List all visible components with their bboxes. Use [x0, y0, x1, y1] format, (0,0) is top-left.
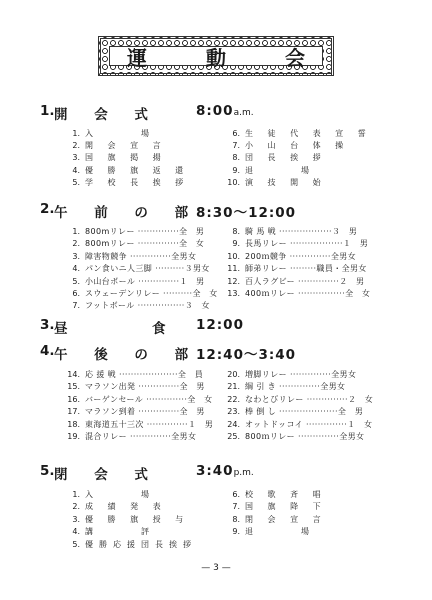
item-number: 3. [72, 251, 80, 261]
item-text: 混合リレー ··············全男女 [85, 432, 197, 441]
program-item [64, 526, 155, 538]
item-text: オットドッコイ ··············１ 女 [245, 419, 373, 429]
program-item [224, 489, 327, 501]
section-time: 12:40〜3:40 [196, 347, 297, 363]
section-label: 午 前 の 部 [54, 205, 200, 221]
item-text: バーゲンセール ··············全 女 [85, 394, 213, 404]
program-item [224, 406, 363, 418]
item-number: 7. [72, 301, 80, 311]
program-item [224, 251, 356, 263]
title-inner [109, 45, 331, 70]
item-number: 8. [232, 227, 240, 236]
item-text: 優 勝 旗 返 還 [85, 165, 190, 175]
item-number: 1. [72, 227, 80, 236]
program-item [64, 394, 213, 406]
item-text: 開 会 宣 言 [85, 141, 167, 151]
program-item [64, 489, 155, 501]
item-text: 校 歌 斉 唱 [245, 490, 327, 499]
item-number: 4. [72, 165, 80, 175]
section-time: 8:30〜12:00 [196, 205, 297, 221]
program-item [224, 501, 327, 513]
program-item [224, 226, 357, 238]
item-number: 2. [72, 239, 80, 249]
item-text: 400ｍリレー ················全 女 [245, 289, 371, 298]
item-number: 1. [72, 129, 80, 138]
section-label: 午 後 の 部 [54, 347, 200, 363]
item-text: 優 勝 旗 授 与 [85, 514, 190, 524]
program-item [224, 419, 372, 431]
item-text: 師弟リレー ·········職員・全男女 [245, 264, 367, 274]
item-text: パン食いニ人三脚 ··········３男女 [85, 264, 210, 274]
item-number: 9. [232, 239, 240, 249]
program-item [224, 128, 372, 140]
item-text: 800mリレー ··············全 女 [85, 239, 205, 249]
program-item [64, 238, 204, 250]
item-number: 20. [227, 370, 240, 379]
item-number: 10. [227, 251, 240, 261]
item-number: 16. [67, 394, 80, 404]
section-number: 4. [40, 343, 55, 359]
program-item [224, 165, 315, 177]
item-text: 増脚リレー ··············全男女 [245, 370, 357, 379]
item-text: 800ｍリレー ··············全男女 [245, 432, 365, 441]
section-number: 5. [40, 463, 55, 479]
item-number: 25. [227, 432, 240, 441]
item-text: 長馬リレー ··················１ 男 [245, 239, 369, 249]
item-number: 6. [72, 289, 80, 298]
item-number: 11. [227, 264, 240, 274]
item-number: 6. [232, 129, 240, 138]
page-title: 運 動 会 [127, 45, 331, 70]
program-item [224, 140, 349, 152]
item-number: 13. [227, 289, 240, 298]
item-text: 閉 会 宣 言 [245, 514, 327, 524]
item-text: 応 援 戦 ····················全 員 [85, 370, 204, 379]
program-item [224, 263, 367, 275]
program-item [64, 226, 204, 238]
item-text: 200ｍ競争 ··············全男女 [245, 251, 357, 261]
section-time: 3:40p.m. [196, 463, 254, 479]
program-item [224, 514, 327, 526]
item-text: 国 旗 掲 揚 [85, 153, 167, 163]
item-text: 小 山 台 体 操 [245, 141, 350, 151]
program-item [64, 152, 167, 164]
item-number: 18. [67, 419, 80, 429]
item-number: 9. [232, 527, 240, 537]
section-label: 閉 会 式 [54, 467, 159, 483]
item-text: フットボール ················３ 女 [85, 301, 210, 311]
item-number: 4. [72, 527, 80, 537]
section-label: 昼 食 [54, 321, 177, 337]
program-item [224, 276, 364, 288]
item-text: 綱 引 き ··············全男女 [245, 382, 346, 392]
item-text: 入 場 [85, 490, 155, 499]
program-item [64, 276, 205, 288]
item-number: 10. [227, 177, 240, 187]
program-item [64, 251, 196, 263]
program-item [64, 381, 205, 393]
item-number: 14. [67, 370, 80, 379]
item-text: 騎 馬 戦 ··················３ 男 [245, 227, 358, 236]
item-number: 2. [72, 502, 80, 512]
program-item [224, 152, 327, 164]
item-number: 17. [67, 407, 80, 417]
program-item [224, 288, 370, 300]
item-text: 国 旗 降 下 [245, 502, 327, 512]
item-text: 障害物競争 ··············全男女 [85, 251, 197, 261]
title-frame [98, 36, 334, 76]
item-text: 成 績 発 表 [85, 502, 167, 512]
item-text: 小山台ボール ··············１ 男 [85, 276, 205, 286]
program-item [64, 406, 205, 418]
item-number: 4. [72, 264, 80, 274]
item-text: マラソン出発 ··············全 男 [85, 382, 205, 392]
item-text: スウェーデンリレー ··········全 女 [85, 289, 218, 298]
item-text: 退 場 [245, 527, 315, 537]
section-label: 開 会 式 [54, 107, 159, 123]
program-item [64, 431, 196, 443]
item-text: なわとびリレー ··············２ 女 [245, 394, 374, 404]
item-text: 学 校 長 挨 拶 [85, 177, 190, 187]
item-number: 15. [67, 382, 80, 392]
item-text: マラソン到着 ··············全 男 [85, 407, 205, 417]
item-number: 24. [227, 419, 240, 429]
item-number: 12. [227, 276, 240, 286]
program-item [64, 419, 213, 431]
item-number: 7. [232, 141, 240, 151]
item-text: 講 評 [85, 527, 155, 537]
item-text: 退 場 [245, 165, 315, 175]
item-number: 3. [72, 153, 80, 163]
program-item [64, 539, 197, 551]
page-number: — 3 — [201, 563, 231, 573]
item-number: 8. [232, 514, 240, 524]
item-number: 3. [72, 514, 80, 524]
item-number: 5. [72, 276, 80, 286]
program-item [64, 140, 167, 152]
item-number: 7. [232, 502, 240, 512]
item-number: 23. [227, 407, 240, 417]
item-text: 800mリレー ··············全 男 [85, 227, 205, 236]
program-item [64, 369, 203, 381]
program-item [224, 431, 364, 443]
item-number: 9. [232, 165, 240, 175]
program-item [64, 300, 210, 312]
program-item [224, 177, 327, 189]
item-number: 5. [72, 539, 80, 549]
item-text: 棒 倒 し ····················全 男 [245, 407, 364, 417]
item-text: 百人ラグビー ··············２ 男 [245, 276, 365, 286]
item-number: 6. [232, 490, 240, 499]
program-item [224, 369, 356, 381]
item-number: 19. [67, 432, 80, 441]
program-item [224, 238, 368, 250]
item-text: 東海道五十三次 ··············１ 男 [85, 419, 214, 429]
section-time: 12:00 [196, 317, 244, 333]
program-item [64, 514, 189, 526]
program-item [64, 263, 210, 275]
item-number: 22. [227, 394, 240, 404]
program-item [64, 128, 155, 140]
program-item [64, 177, 189, 189]
item-text: 団 長 挨 拶 [245, 153, 327, 163]
program-item [224, 394, 373, 406]
item-text: 生 徒 代 表 宣 誓 [245, 129, 372, 138]
item-text: 入 場 [85, 129, 155, 138]
item-number: 1. [72, 490, 80, 499]
program-item [224, 381, 345, 393]
program-item [224, 526, 315, 538]
program-item [64, 165, 189, 177]
item-number: 2. [72, 141, 80, 151]
program-item [64, 288, 218, 300]
section-time: 8:00a.m. [196, 103, 254, 119]
item-number: 21. [227, 382, 240, 392]
section-number: 1. [40, 103, 55, 119]
section-number: 2. [40, 201, 55, 217]
item-number: 8. [232, 153, 240, 163]
program-item [64, 501, 167, 513]
item-text: 演 技 開 始 [245, 177, 327, 187]
item-number: 5. [72, 177, 80, 187]
item-text: 優勝応援団長挨拶 [85, 539, 197, 549]
section-number: 3. [40, 317, 55, 333]
